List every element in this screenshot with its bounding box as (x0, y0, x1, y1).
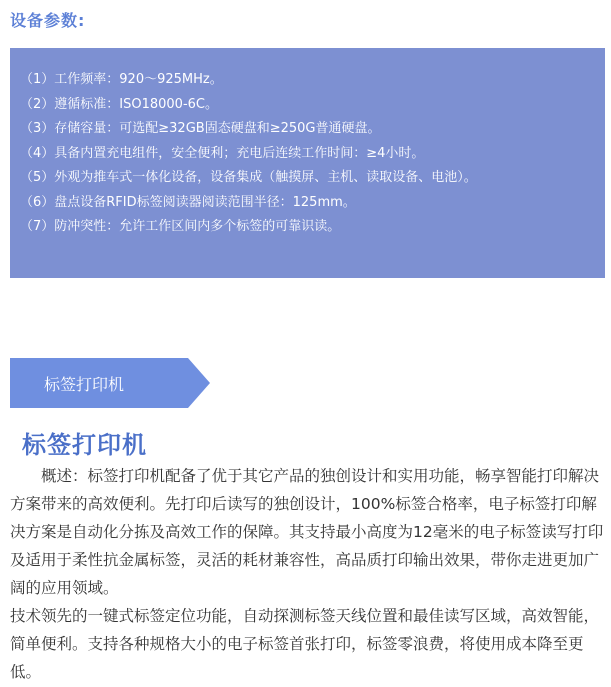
param-item: （2）遵循标准：ISO18000-6C。 (20, 96, 218, 112)
param-item: （4）具备内置充电组件，安全便利；充电后连续工作时间：≥4小时。 (20, 145, 425, 161)
banner-label: 标签打印机 (44, 375, 125, 394)
params-box (10, 48, 605, 278)
article-paragraph-overview: 概述：标签打印机配备了优于其它产品的独创设计和实用功能，畅享智能打印解决方案带来的高效便利。先打印后读写的独创设计，100%标签合格率，电子标签打印解决方案是自动化分拣及高效工作的保障。其支持最小高度为12毫米的电子标签读写打印及适用于柔性抗金属标签，灵活的耗材兼容性，高品质打印输出效果，带你走进更加广阔的应用领域。 (10, 467, 604, 597)
param-item: （7）防冲突性：允许工作区间内多个标签的可靠识读。 (20, 219, 341, 234)
param-item: （3）存储容量：可选配≥32GB固态硬盘和≥250G普通硬盘。 (20, 121, 381, 136)
param-item: （1）工作频率：920～925MHz。 (20, 72, 223, 87)
section-banner (10, 358, 210, 408)
param-item: （6）盘点设备RFID标签阅读器阅读范围半径：125mm。 (20, 194, 356, 210)
article-heading: 标签打印机 (22, 431, 147, 459)
article-body (10, 462, 606, 686)
param-item: （5）外观为推车式一体化设备，设备集成（触摸屏、主机、读取设备、电池）。 (20, 170, 477, 185)
article-paragraph-features: 技术领先的一键式标签定位功能，自动探测标签天线位置和最佳读写区域，高效智能，简单便利。支持各种规格大小的电子标签首张打印，标签零浪费，将使用成本降至更低。 (10, 607, 600, 681)
params-title: 设备参数: (10, 11, 86, 30)
